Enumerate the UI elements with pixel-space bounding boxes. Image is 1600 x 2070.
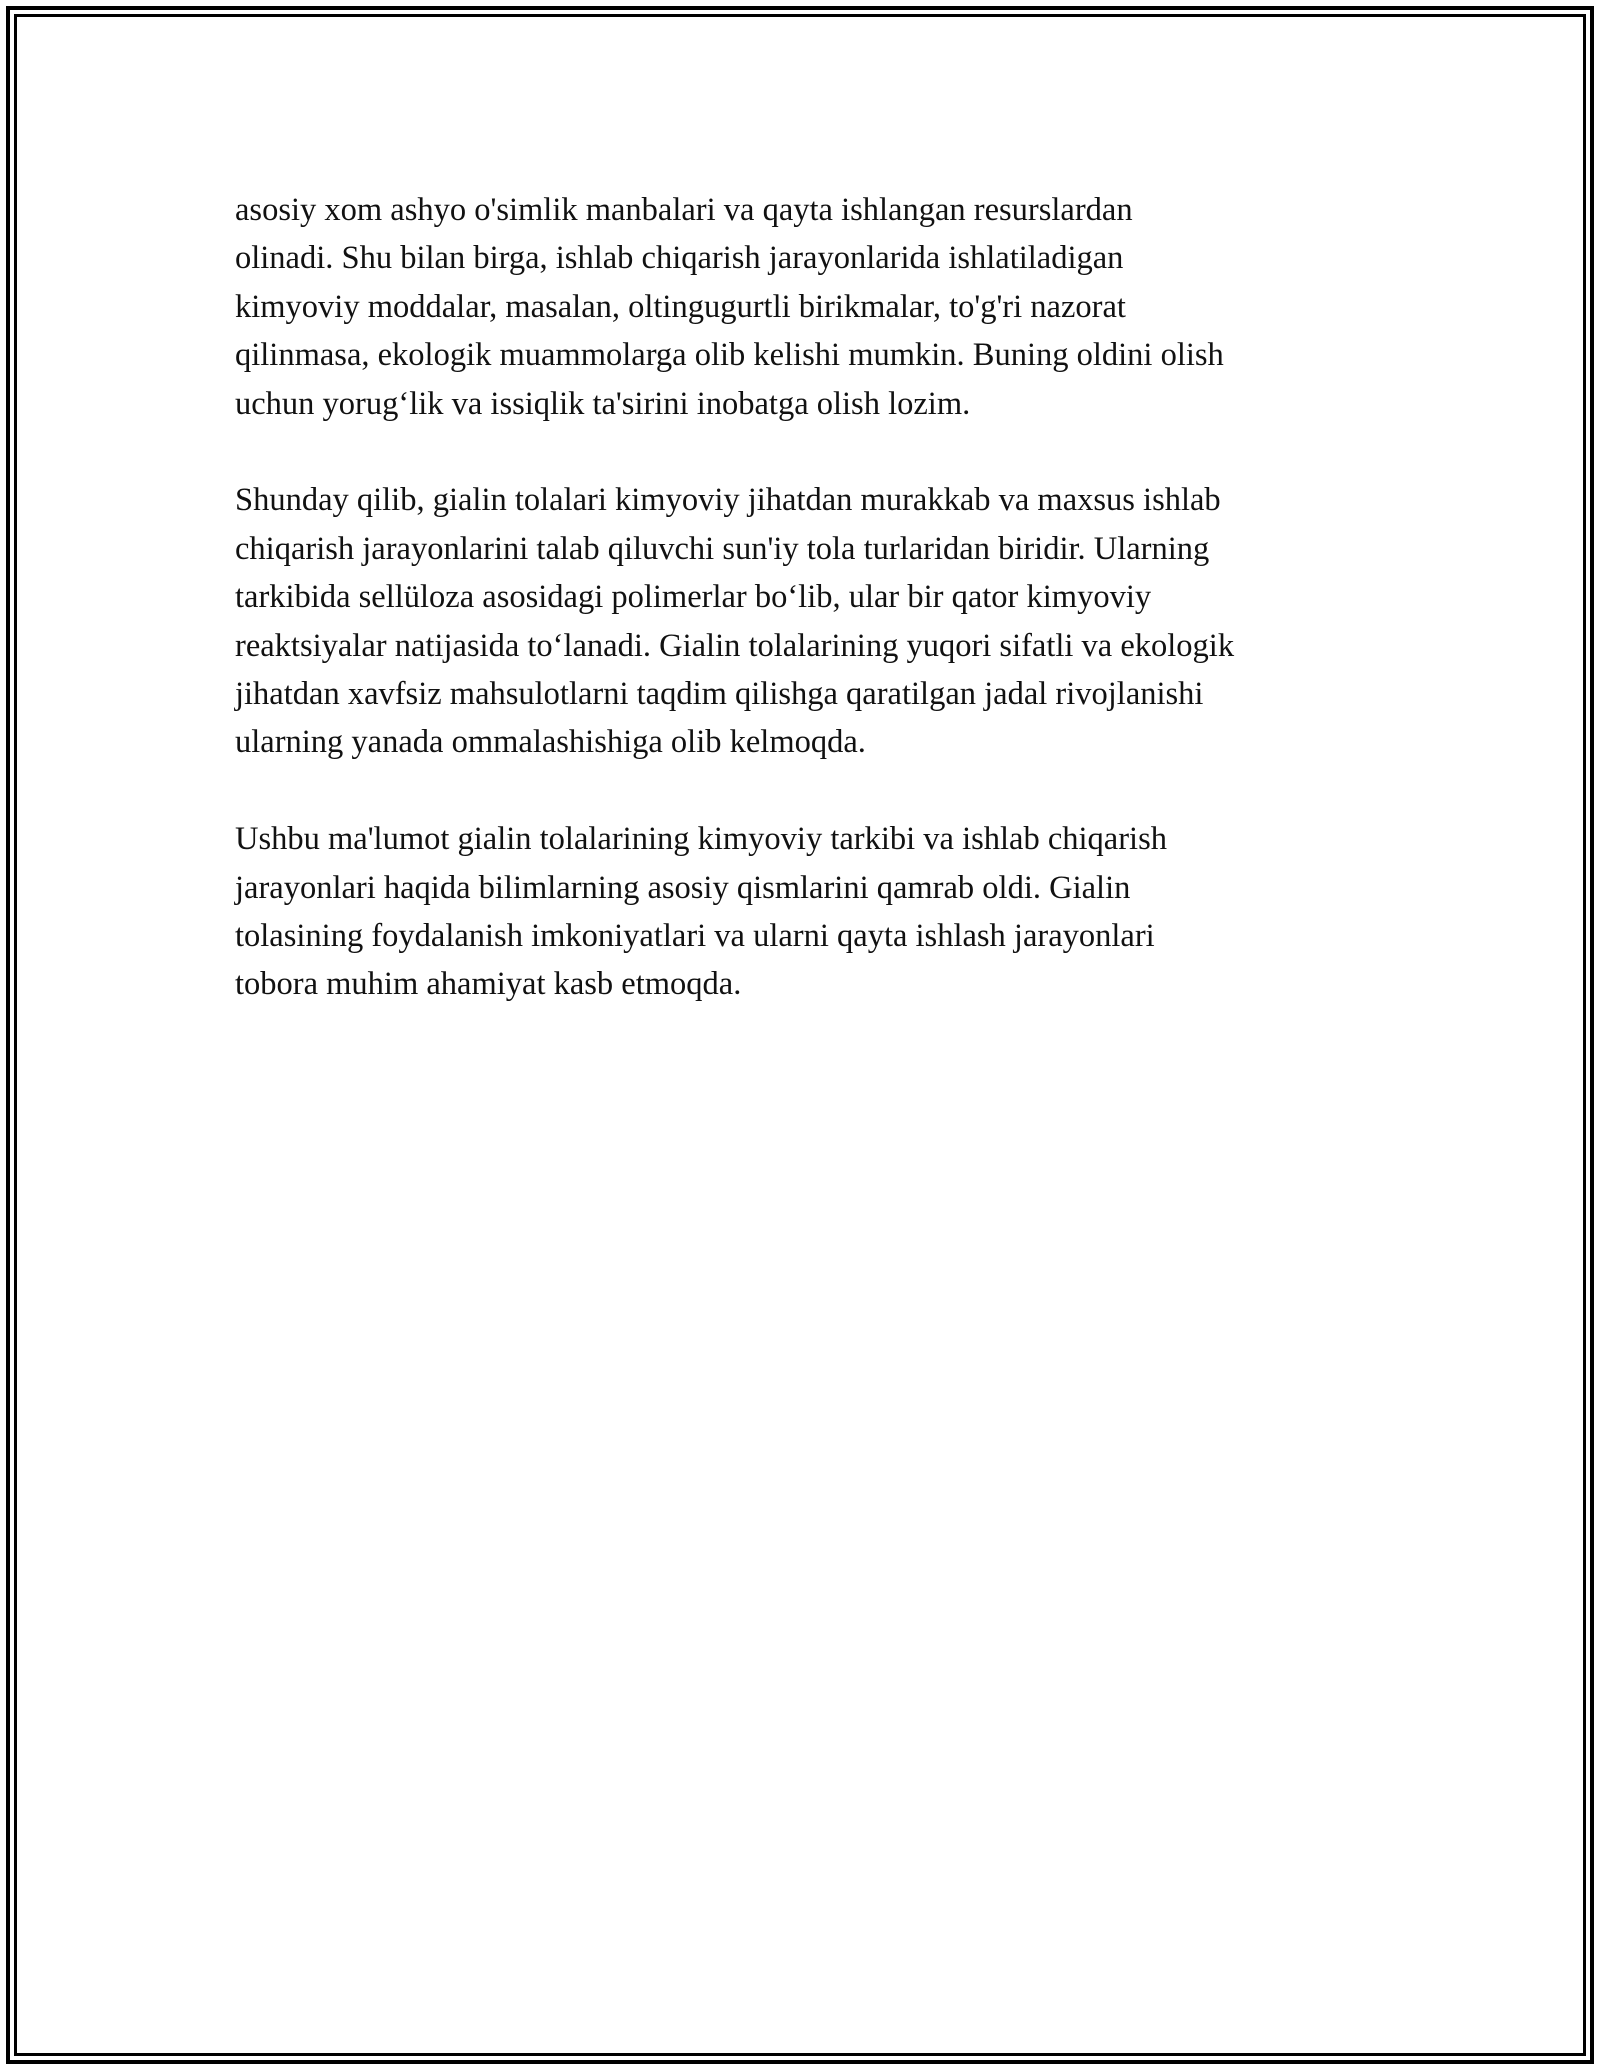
text-line: Shunday qilib, gialin tolalari kimyoviy jihatdan murakkab va maxsus ishlab (235, 482, 1221, 519)
text-line: asosiy xom ashyo o'simlik manbalari va qayta ishlangan resurslardan (235, 192, 1133, 228)
text-line: jihatdan xavfsiz mahsulotlarni taqdim qilishga qaratilgan jadal rivojlanishi (235, 676, 1204, 713)
text-line: jarayonlari haqida bilimlarning asosiy qismlarini qamrab oldi. Gialin (235, 869, 1131, 906)
paragraph (235, 186, 1385, 428)
text-line: tobora muhim ahamiyat kasb etmoqda. (235, 966, 742, 1003)
text-line: kimyoviy moddalar, masalan, oltingugurtli birikmalar, to'g'ri nazorat (235, 288, 1126, 325)
text-line: reaktsiyalar natijasida to‘lanadi. Gialin tolalarining yuqori sifatli va ekologik (235, 627, 1235, 664)
paragraph (235, 815, 1385, 1009)
text-line: ularning yanada ommalashishiga olib kelmoqda. (235, 724, 866, 761)
text-line: qilinmasa, ekologik muammolarga olib kelishi mumkin. Buning oldini olish (235, 337, 1224, 374)
text-line: olinadi. Shu bilan birga, ishlab chiqarish jarayonlarida ishlatiladigan (235, 240, 1124, 277)
text-line: Ushbu ma'lumot gialin tolalarining kimyoviy tarkibi va ishlab chiqarish (235, 821, 1167, 858)
paragraph (235, 476, 1385, 766)
text-line: uchun yorug‘lik va issiqlik ta'sirini inobatga olish lozim. (235, 385, 971, 422)
text-line: tolasining foydalanish imkoniyatlari va ularni qayta ishlash jarayonlari (235, 918, 1155, 955)
text-line: tarkibida sellüloza asosidagi polimerlar bo‘lib, ular bir qator kimyoviy (235, 579, 1152, 616)
document-body (235, 186, 1385, 1057)
text-line: chiqarish jarayonlarini talab qiluvchi sun'iy tola turlaridan biridir. Ularning (235, 530, 1210, 567)
